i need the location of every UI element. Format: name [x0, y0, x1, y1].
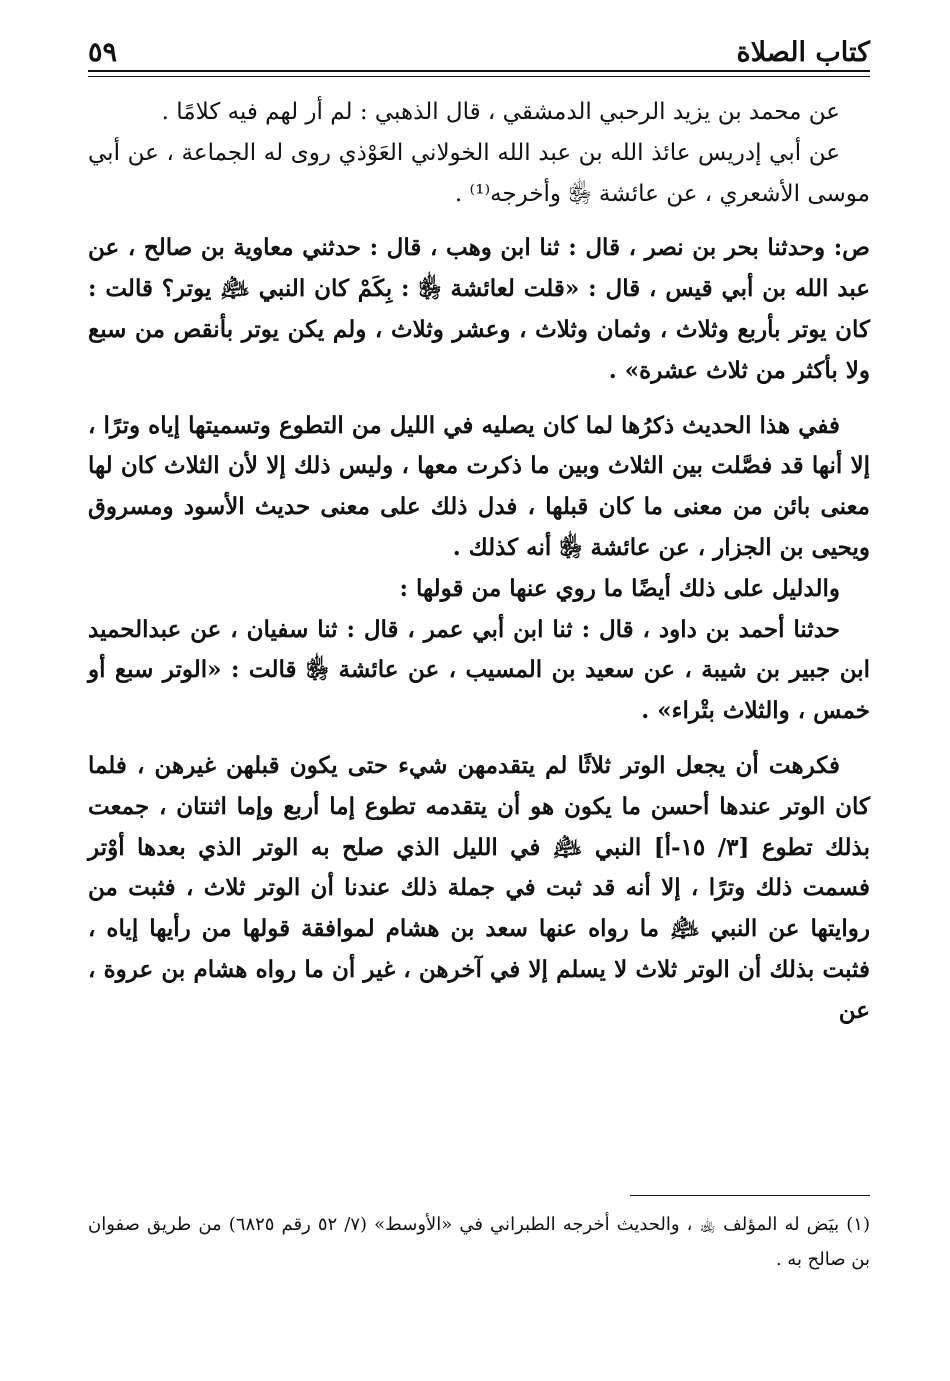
- paragraph-separator: [88, 732, 870, 746]
- paragraph-commentary-2: فكرهت أن يجعل الوتر ثلاثًا لم يتقدمهن شيء حتى يكون قبلهن غيرهن ، فلما كان الوتر عندها أحسن ما يكون هو أن يتقدمه تطوع إما أربع وإما اثنتان ، جمعت بذلك تطوع [٣/ ١٥-أ] النبي ﵇ في الليل الذي صلح به الوتر الذي بعدها أوْتر فسمت ذلك وترًا ، إلا أنه قد ثبت في جملة ذلك عندنا أن الوتر ثلاث ، فثبت من روايتها عن النبي ﵇ ما رواه عنها سعد بن هشام لموافقة قولها من رأيها إياه ، فثبت بذلك أن الوتر ثلاث لا يسلم إلا في آخرهن ، غير أن ما رواه هشام بن عروة ، عن: [88, 751, 870, 1024]
- header-rule-thick: [88, 70, 870, 72]
- paragraph-evidence: والدليل على ذلك أيضًا ما روي عنها من قولها :: [399, 574, 840, 602]
- page-number: ٥٩: [88, 37, 118, 68]
- paragraph-hadith-1: ص: وحدثنا بحر بن نصر ، قال : ثنا ابن وهب ، قال : حدثني معاوية بن صالح ، عن عبد الله بن أبي قيس ، قال : «قلت لعائشة ﵂ : بِكَمْ كان النبي ﵇ يوتر؟ قالت : كان يوتر بأربع وثلاث ، وثمان وثلاث ، وعشر وثلاث ، ولم يكن يوتر بأنقص من سبع ولا بأكثر من ثلاث عشرة» .: [88, 234, 870, 384]
- page-header: [88, 26, 870, 68]
- header-rule-thin: [88, 76, 870, 77]
- paragraph-commentary-1: ففي هذا الحديث ذكرُها لما كان يصليه في الليل من التطوع وتسميتها إياه وترًا ، إلا أنها قد فصَّلت بين الثلاث وبين ما ذكرت معها ، وليس ذلك إلا لأن الثلاث كان لها معنى بائن من معنى ما كان قبلها ، فدل ذلك على معنى حديث الأسود ومسروق ويحيى بن الجزار ، عن عائشة ﵂ أنه كذلك .: [88, 411, 870, 561]
- footnote-rule: [630, 1195, 870, 1196]
- paragraph-separator: [88, 392, 870, 406]
- footnote: (١) بيَض له المؤلف ﵀ ، والحديث أخرجه الطبراني في «الأوسط» (٧/ ٥٢ رقم ٦٨٢٥) من طريق صفوان بن صالح به .: [88, 1214, 870, 1270]
- paragraph-hadith-2: حدثنا أحمد بن داود ، قال : ثنا ابن أبي عمر ، قال : ثنا سفيان ، عن عبدالحميد ابن جبير بن شيبة ، عن سعيد بن المسيب ، عن عائشة ﵂ قالت : «الوتر سبع أو خمس ، والثلاث بتْراء» .: [88, 615, 870, 725]
- main-text: [88, 92, 870, 1032]
- paragraph-separator: [88, 214, 870, 228]
- paragraph-narrator-2: عن أبي إدريس عائذ الله بن عبد الله الخولاني العَوْذي روى له الجماعة ، عن أبي موسى الأشعري ، عن عائشة ﵂ وأخرجه⁽¹⁾ .: [88, 139, 870, 207]
- paragraph-narrator-1: عن محمد بن يزيد الرحبي الدمشقي ، قال الذهبي : لم أر لهم فيه كلامًا .: [161, 99, 840, 125]
- book-title: كتاب الصلاة: [736, 37, 870, 68]
